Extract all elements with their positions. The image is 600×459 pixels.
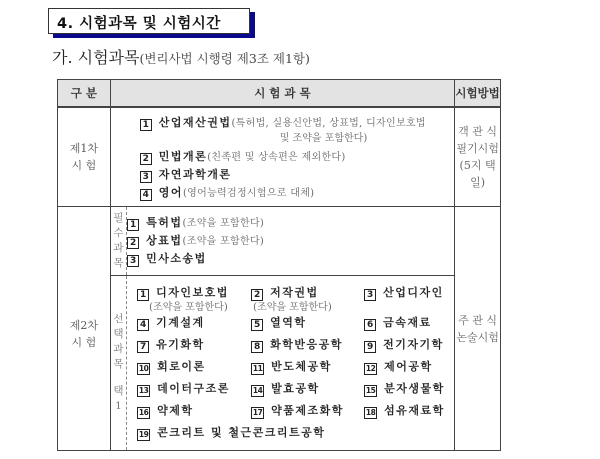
list-item: 2 상표법 (조약을 포함한다) <box>127 232 454 250</box>
list-item-continuation: 및 조약을 포함한다) <box>279 133 368 144</box>
list-item: 17 약품제조화학 <box>252 404 344 417</box>
round1-label: 제1차 시 험 <box>58 107 111 207</box>
list-item: 5 열역학 <box>251 314 364 334</box>
number-box-icon: 8 <box>251 341 263 353</box>
number-box-icon: 3 <box>127 255 139 267</box>
number-box-icon: 15 <box>365 386 376 395</box>
list-item: 4 기계설계 <box>137 314 251 334</box>
table-header-row <box>58 80 501 108</box>
elective-label: 선 택 과 목 택 1 <box>110 276 126 451</box>
number-box-icon: 1 <box>127 219 139 231</box>
header-subjects: 시 험 과 목 <box>110 80 454 108</box>
list-item: 3 민사소송법 <box>127 250 454 268</box>
number-box-icon: 14 <box>252 386 263 395</box>
number-box-icon: 9 <box>364 341 376 353</box>
list-item: 15 분자생물학 <box>365 382 445 395</box>
required-subjects <box>127 207 455 276</box>
section-title-box <box>48 8 250 34</box>
list-item: 3 자연과학개론 <box>140 166 454 184</box>
round2-label: 제2차 시 험 <box>58 207 111 451</box>
header-method: 시험방법 <box>455 80 501 108</box>
list-item: 2 저작권법 (조약을 포함한다) <box>253 286 332 313</box>
list-item: 8 화학반응공학 <box>251 336 364 356</box>
number-box-icon: 1 <box>140 119 152 131</box>
list-item: 14 발효공학 <box>252 382 320 395</box>
list-item: 10 회로이론 <box>138 360 206 373</box>
list-item: 3 산업디자인 <box>364 284 454 312</box>
number-box-icon: 3 <box>364 289 376 301</box>
list-item: 7 유기화학 <box>137 336 251 356</box>
list-item: 2 민법개론 (친족편 및 상속편은 제외한다) <box>140 148 454 166</box>
subsection-label: 가. 시험과목 <box>52 48 140 67</box>
number-box-icon: 5 <box>251 319 263 331</box>
list-item: 6 금속재료 <box>364 314 454 334</box>
section-title: 4. 시험과목 및 시험시간 <box>57 16 221 32</box>
subsection-heading <box>52 45 310 68</box>
list-item: 9 전기자기학 <box>364 336 454 356</box>
list-item: 11 반도체공학 <box>252 360 332 373</box>
number-box-icon: 11 <box>252 364 263 373</box>
list-item: 1 산업재산권법 (특허법, 실용신안법, 상표법, 디자인보호법 <box>140 114 454 132</box>
number-box-icon: 18 <box>365 408 376 417</box>
number-box-icon: 19 <box>138 430 149 439</box>
required-label: 필 수 과 목 <box>110 207 126 276</box>
list-item: 12 제어공학 <box>365 360 433 373</box>
number-box-icon: 13 <box>138 386 149 395</box>
round1-method: 객 관 식 필기시험 (5지 택일) <box>455 107 501 207</box>
number-box-icon: 2 <box>251 289 263 301</box>
list-item: 18 섬유재료학 <box>365 404 445 417</box>
table-row-round1 <box>58 107 501 207</box>
elective-grid <box>127 276 454 450</box>
number-box-icon: 2 <box>127 237 139 249</box>
number-box-icon: 2 <box>140 153 152 165</box>
number-box-icon: 4 <box>140 189 152 201</box>
list-item: 1 특허법 (조약을 포함한다) <box>127 214 454 232</box>
number-box-icon: 17 <box>252 408 263 417</box>
number-box-icon: 7 <box>137 341 149 353</box>
subsection-reference: (변리사법 시행령 제3조 제1항) <box>139 51 310 66</box>
number-box-icon: 6 <box>364 319 376 331</box>
exam-subjects-table <box>57 79 501 451</box>
number-box-icon: 4 <box>137 319 149 331</box>
round2-method: 주 관 식 논술시험 <box>455 207 501 451</box>
number-box-icon: 1 <box>137 289 149 301</box>
round1-subjects <box>110 107 454 207</box>
number-box-icon: 3 <box>140 171 152 183</box>
number-box-icon: 10 <box>138 364 149 373</box>
list-item: 1 디자인보호법 (조약을 포함한다) <box>137 284 251 312</box>
list-item: 13 데이터구조론 <box>138 382 230 395</box>
table-row-round2-required <box>58 207 501 276</box>
list-item: 4 영어 (영어능력검정시험으로 대체) <box>140 184 454 202</box>
list-item: 19 콘크리트 및 철근콘크리트공학 <box>138 426 326 439</box>
header-category: 구 분 <box>58 80 111 108</box>
table-row-round2-electives <box>58 276 501 451</box>
number-box-icon: 16 <box>138 408 149 417</box>
number-box-icon: 12 <box>365 364 376 373</box>
elective-subjects <box>127 276 455 451</box>
list-item: 16 약제학 <box>138 404 194 417</box>
